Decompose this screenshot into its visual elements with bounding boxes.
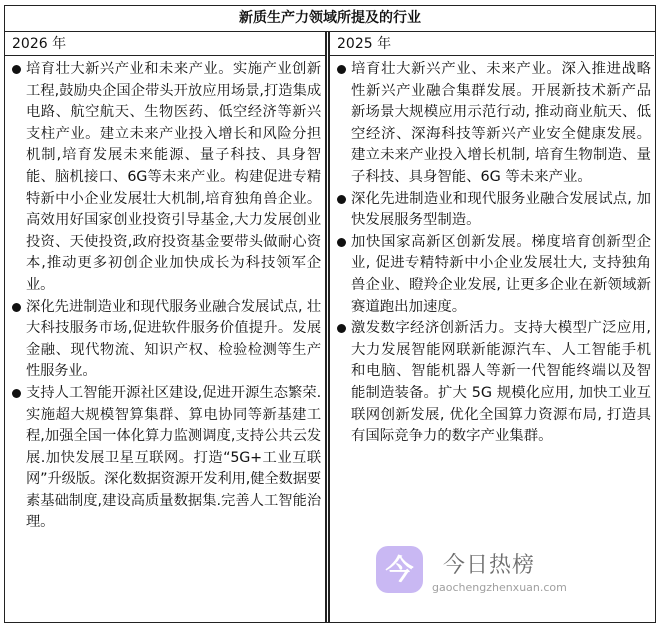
item-text: 深化先进制造业和现代服务业融合发展试点, 加快发展服务型制造。	[351, 190, 651, 229]
column-header-2025: 2025 年	[328, 32, 654, 56]
item-text: 激发数字经济创新活力。支持大模型广泛应用, 大力发展智能网联新能源汽车、人工智能手机和电脑、智能机器人等新一代智能终端以及智能制造装备。扩大 5G 规模化应用, 加快工业互联网创新发展, 优化全国算力资源布局, 打造具有国际竞争力的数字产业集群。	[351, 320, 651, 445]
column-header-2026: 2026 年	[5, 32, 326, 56]
list-item	[5, 297, 325, 383]
item-text: 培育壮大新兴产业、未来产业。深入推进战略性新兴产业融合集群发展。开展新技术新产品新场景大规模应用示范行动, 推动商业航天、低空经济、深海科技等新兴产业安全健康发展。建立未来产业投入增长机制, 培育生物制造、量子科技、具身智能、6G 等未来产业。	[351, 61, 651, 185]
item-text: 加快国家高新区创新发展。梯度培育创新型企业, 促进专精特新中小企业发展壮大, 支持独角兽企业、瞪羚企业发展, 让更多企业在新领域新赛道跑出加速度。	[351, 233, 651, 315]
watermark-logo-glyph: 今	[385, 553, 414, 586]
list-item	[329, 189, 655, 232]
table-title: 新质生产力领域所提及的行业	[5, 6, 655, 32]
list-item	[5, 383, 325, 534]
list-item	[5, 59, 325, 297]
list-item	[329, 318, 655, 448]
bullet-icon	[12, 389, 21, 398]
bullet-icon	[337, 195, 346, 204]
bullet-icon	[12, 303, 21, 312]
watermark	[376, 544, 574, 602]
bullet-icon	[337, 238, 346, 247]
item-text: 培育壮大新兴产业和未来产业。实施产业创新工程,鼓励央企国企带头开放应用场景,打造集成电路、航空航天、生物医药、低空经济等新兴支柱产业。建立未来产业投入增长和风险分担机制,培育发展未来能源、量子科技、具身智能、脑机接口、6G等未来产业。构建促进专精特新中小企业发展壮大机制,培育独角兽企业。高效用好国家创业投资引导基金,大力发展创业投资、天使投资,政府投资基金要带头做耐心资本,推动更多初创企业加快成长为科技领军企业。	[26, 61, 321, 293]
bullet-icon	[12, 65, 21, 74]
column-divider	[325, 32, 327, 622]
column-2025	[329, 59, 655, 448]
list-item	[329, 59, 655, 189]
bullet-icon	[337, 324, 346, 333]
column-2026	[5, 59, 325, 534]
watermark-name: 今日热榜	[443, 553, 536, 578]
item-text: 支持人工智能开源社区建设,促进开源生态繁荣.实施超大规模智算集群、算电协同等新基建工程,加强全国一体化算力监测调度,支持公共云发展.加快发展卫星互联网。打造“5G+工业互联网”升级版。深化数据资源开发利用,健全数据要素基础制度,建设高质量数据集.完善人工智能治理。	[26, 384, 321, 531]
bullet-icon	[337, 65, 346, 74]
list-item	[329, 232, 655, 318]
watermark-logo-icon	[376, 546, 423, 593]
watermark-url: gaochengzhenxuan.com	[432, 581, 567, 594]
industry-table	[4, 5, 656, 623]
item-text: 深化先进制造业和现代服务业融合发展试点, 壮大科技服务市场,促进软件服务价值提升。发展金融、现代物流、知识产权、检验检测等生产性服务业。	[26, 298, 321, 380]
